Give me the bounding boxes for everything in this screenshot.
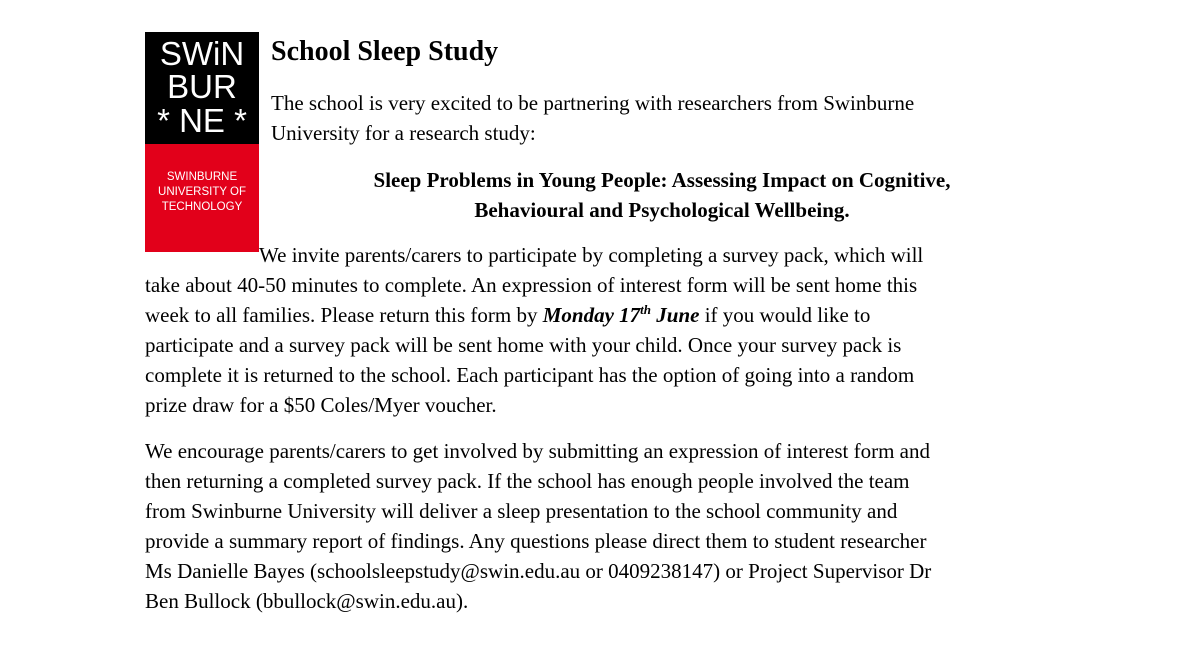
paragraph-line: provide a summary report of findings. Any questions please direct them to student researcher — [145, 529, 927, 553]
paragraph-line — [145, 240, 1065, 270]
paragraph-line: then returning a completed survey pack. If the school has enough people involved the team — [145, 469, 910, 493]
logo-subtitle-block — [145, 144, 259, 252]
study-title — [260, 165, 1064, 225]
encouragement-paragraph — [145, 436, 1065, 616]
paragraph-line: prize draw for a $50 Coles/Myer voucher. — [145, 393, 497, 417]
page-title: School Sleep Study — [271, 36, 499, 67]
paragraph-line: Ms Danielle Bayes (schoolsleepstudy@swin.edu.au or 0409238147) or Project Supervisor Dr — [145, 559, 932, 583]
logo-line-1: SWiN — [159, 35, 245, 72]
logo-subtitle — [145, 170, 259, 215]
paragraph-line: take about 40-50 minutes to complete. An expression of interest form will be sent home this — [145, 273, 918, 297]
paragraph-line: complete it is returned to the school. Each participant has the option of going into a random — [145, 363, 915, 387]
paragraph-line: We encourage parents/carers to get involved by submitting an expression of interest form and — [145, 439, 930, 463]
logo-subtitle-line-3: TECHNOLOGY — [161, 201, 243, 213]
logo-subtitle-line-1: SWINBURNE — [166, 171, 238, 183]
paragraph-line: from Swinburne University will deliver a sleep presentation to the school community and — [145, 499, 898, 523]
intro-paragraph — [271, 88, 1171, 148]
deadline-date — [543, 303, 700, 327]
paragraph-line: participate and a survey pack will be sent home with your child. Once your survey pack is — [145, 333, 902, 357]
paragraph-line-text: if you would like to — [699, 303, 871, 327]
deadline-date-main: Monday 17 — [542, 303, 641, 327]
study-title-line: Behavioural and Psychological Wellbeing. — [474, 198, 850, 222]
deadline-date-month: June — [651, 303, 700, 327]
study-title-line: Sleep Problems in Young People: Assessing Impact on Cognitive, — [373, 168, 951, 192]
intro-line: University for a research study: — [271, 121, 536, 145]
deadline-date-suffix: th — [640, 302, 652, 317]
logo-line-3: * NE * — [157, 102, 247, 139]
logo-wordmark — [145, 32, 259, 144]
participation-paragraph — [145, 240, 1065, 420]
paragraph-line: Ben Bullock (bbullock@swin.edu.au). — [145, 589, 469, 613]
logo-line-2: BUR — [167, 68, 237, 105]
paragraph-line — [145, 300, 1065, 330]
logo-subtitle-line-2: UNIVERSITY OF — [158, 186, 246, 198]
paragraph-line-text: We invite parents/carers to participate by completing a survey pack, which will — [259, 243, 924, 267]
swinburne-logo — [145, 32, 259, 252]
paragraph-line-text: week to all families. Please return this form by — [145, 303, 543, 327]
intro-line: The school is very excited to be partnering with researchers from Swinburne — [271, 91, 915, 115]
